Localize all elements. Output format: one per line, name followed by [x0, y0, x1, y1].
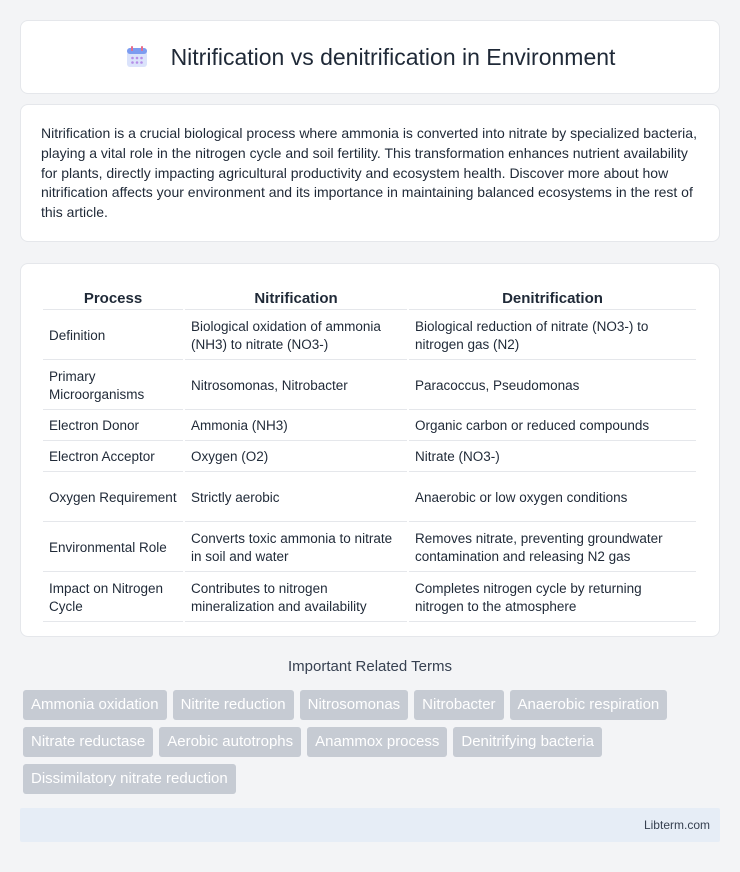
term-tag[interactable]: Nitrobacter	[414, 690, 503, 720]
intro-text: Nitrification is a crucial biological process where ammonia is converted into nitrate by specialized bacteria, playing a vital role in the nitrogen cycle and soil fertility. This transformation enhances nutrient availability for plants, directly impacting agricultural productivity and ecosystem health. Discover more about how nitrification affects your environment and its importance in maintaining balanced ecosystems in the rest of this article.	[41, 125, 697, 221]
page-title: Nitrification vs denitrification in Environment	[170, 43, 616, 70]
intro-card	[20, 104, 720, 242]
related-terms-title: Important Related Terms	[288, 658, 452, 675]
table-row	[43, 524, 696, 572]
table-cell: Biological reduction of nitrate (NO3-) to nitrogen gas (N2)	[409, 312, 696, 360]
related-terms-list	[23, 690, 723, 794]
table-cell: Electron Acceptor	[43, 443, 183, 472]
table-cell: Strictly aerobic	[185, 474, 407, 522]
term-tag[interactable]: Anaerobic respiration	[510, 690, 668, 720]
table-row	[43, 574, 696, 622]
table-cell: Converts toxic ammonia to nitrate in soil and water	[185, 524, 407, 572]
table-cell: Removes nitrate, preventing groundwater contamination and releasing N2 gas	[409, 524, 696, 572]
table-row	[43, 443, 696, 472]
calendar-icon	[125, 45, 149, 69]
table-cell: Oxygen (O2)	[185, 443, 407, 472]
table-cell: Impact on Nitrogen Cycle	[43, 574, 183, 622]
term-tag[interactable]: Ammonia oxidation	[23, 690, 167, 720]
table-row	[43, 362, 696, 410]
table-cell: Primary Microorganisms	[43, 362, 183, 410]
table-header-row	[43, 286, 696, 310]
table-row	[43, 312, 696, 360]
table-row	[43, 412, 696, 441]
table-cell: Nitrosomonas, Nitrobacter	[185, 362, 407, 410]
table-cell: Biological oxidation of ammonia (NH3) to nitrate (NO3-)	[185, 312, 407, 360]
term-tag[interactable]: Anammox process	[307, 727, 447, 757]
table-row	[43, 474, 696, 522]
column-header-denitrification: Denitrification	[409, 286, 696, 310]
table-cell: Oxygen Requirement	[43, 474, 183, 522]
column-header-process: Process	[43, 286, 183, 310]
table-cell: Contributes to nitrogen mineralization and availability	[185, 574, 407, 622]
table-cell: Ammonia (NH3)	[185, 412, 407, 441]
term-tag[interactable]: Nitrosomonas	[300, 690, 409, 720]
table-cell: Nitrate (NO3-)	[409, 443, 696, 472]
footer-site-link[interactable]: Libterm.com	[643, 818, 710, 832]
table-cell: Paracoccus, Pseudomonas	[409, 362, 696, 410]
term-tag[interactable]: Aerobic autotrophs	[159, 727, 301, 757]
term-tag[interactable]: Denitrifying bacteria	[453, 727, 602, 757]
column-header-nitrification: Nitrification	[185, 286, 407, 310]
header-card	[20, 20, 720, 94]
comparison-table	[41, 284, 698, 624]
term-tag[interactable]: Nitrite reduction	[173, 690, 294, 720]
term-tag[interactable]: Nitrate reductase	[23, 727, 153, 757]
table-cell: Environmental Role	[43, 524, 183, 572]
table-cell: Electron Donor	[43, 412, 183, 441]
table-cell: Organic carbon or reduced compounds	[409, 412, 696, 441]
footer	[20, 808, 720, 842]
table-cell: Anaerobic or low oxygen conditions	[409, 474, 696, 522]
table-cell: Completes nitrogen cycle by returning nitrogen to the atmosphere	[409, 574, 696, 622]
term-tag[interactable]: Dissimilatory nitrate reduction	[23, 764, 236, 794]
table-cell: Definition	[43, 312, 183, 360]
comparison-table-card	[20, 263, 720, 637]
